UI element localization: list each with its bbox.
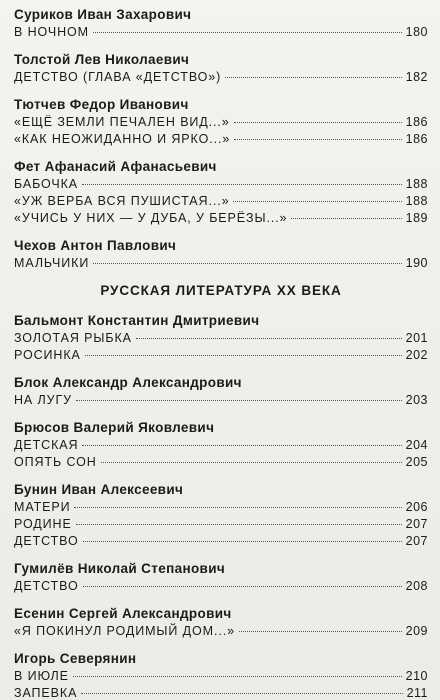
page-number: 204: [405, 438, 428, 452]
entry-title: В НОЧНОМ: [14, 25, 89, 39]
toc-entry: [14, 131, 428, 148]
entry-title: ДЕТСКАЯ: [14, 438, 79, 452]
page-number: 190: [405, 256, 428, 270]
page-number: 201: [405, 331, 428, 345]
dot-leader: [81, 693, 402, 694]
page-number: 209: [405, 624, 428, 638]
dot-leader: [101, 462, 402, 463]
entry-title: «КАК НЕОЖИДАННО И ЯРКО...»: [14, 132, 231, 146]
page-number: 188: [405, 177, 428, 191]
author-block: [14, 374, 428, 409]
entry-title: «УЧИСЬ У НИХ — У ДУБА, У БЕРЁЗЫ...»: [14, 211, 288, 225]
toc-entry: [14, 210, 428, 227]
author-block: [14, 650, 428, 700]
author-block: [14, 96, 428, 148]
author-name: Есенин Сергей Александрович: [14, 606, 232, 621]
entry-title: БАБОЧКА: [14, 177, 79, 191]
entry-title: «ЕЩЁ ЗЕМЛИ ПЕЧАЛЕН ВИД...»: [14, 115, 230, 129]
author-block: [14, 51, 428, 86]
author-name: Бальмонт Константин Дмитриевич: [14, 313, 260, 328]
author-name: Чехов Антон Павлович: [14, 238, 177, 253]
author-name: Суриков Иван Захарович: [14, 7, 192, 22]
toc-entry: [14, 533, 428, 550]
author-block: [14, 419, 428, 471]
page-number: 182: [405, 70, 428, 84]
entry-title: ОПЯТЬ СОН: [14, 455, 97, 469]
dot-leader: [76, 400, 402, 401]
dot-leader: [83, 541, 402, 542]
page-number: 189: [405, 211, 428, 225]
toc-entry: [14, 499, 428, 516]
page-number: 206: [405, 500, 428, 514]
author-block: [14, 158, 428, 227]
entry-title: МАЛЬЧИКИ: [14, 256, 90, 270]
toc-group-before: [14, 6, 428, 272]
author-name: Толстой Лев Николаевич: [14, 52, 190, 67]
entry-title: РОДИНЕ: [14, 517, 72, 531]
entry-title: ДЕТСТВО: [14, 579, 79, 593]
table-of-contents: [14, 6, 428, 700]
toc-entry: [14, 69, 428, 86]
entry-title: МАТЕРИ: [14, 500, 71, 514]
toc-entry: [14, 578, 428, 595]
entry-title: НА ЛУГУ: [14, 393, 72, 407]
dot-leader: [136, 338, 402, 339]
toc-entry: [14, 176, 428, 193]
dot-leader: [83, 586, 402, 587]
dot-leader: [93, 263, 401, 264]
dot-leader: [233, 201, 401, 202]
section-heading: РУССКАЯ ЛИТЕРАТУРА XX ВЕКА: [100, 283, 342, 298]
dot-leader: [76, 524, 402, 525]
author-block: [14, 237, 428, 272]
toc-entry: [14, 392, 428, 409]
author-block: [14, 312, 428, 364]
toc-entry: [14, 454, 428, 471]
author-name: Бунин Иван Алексеевич: [14, 482, 184, 497]
author-block: [14, 481, 428, 550]
toc-entry: [14, 516, 428, 533]
dot-leader: [73, 676, 402, 677]
author-name: Игорь Северянин: [14, 651, 137, 666]
entry-title: РОСИНКА: [14, 348, 81, 362]
toc-entry: [14, 685, 428, 700]
page-number: 186: [405, 115, 428, 129]
page-number: 211: [406, 686, 428, 700]
page-number: 210: [405, 669, 428, 683]
entry-title: ДЕТСТВО (ГЛАВА «ДЕТСТВО»): [14, 70, 222, 84]
toc-entry: [14, 255, 428, 272]
dot-leader: [225, 77, 401, 78]
toc-entry: [14, 24, 428, 41]
author-block: [14, 605, 428, 640]
dot-leader: [234, 122, 402, 123]
author-name: Блок Александр Александрович: [14, 375, 242, 390]
entry-title: «УЖ ВЕРБА ВСЯ ПУШИСТАЯ...»: [14, 194, 230, 208]
toc-entry: [14, 623, 428, 640]
dot-leader: [82, 445, 401, 446]
author-block: [14, 560, 428, 595]
page-number: 203: [405, 393, 428, 407]
page-number: 202: [405, 348, 428, 362]
page-number: 180: [405, 25, 428, 39]
entry-title: ЗАПЕВКА: [14, 686, 78, 700]
page-number: 188: [405, 194, 428, 208]
entry-title: В ИЮЛЕ: [14, 669, 69, 683]
toc-entry: [14, 193, 428, 210]
dot-leader: [93, 32, 402, 33]
toc-entry: [14, 330, 428, 347]
dot-leader: [234, 139, 401, 140]
author-name: Гумилёв Николай Степанович: [14, 561, 226, 576]
dot-leader: [85, 355, 402, 356]
page-number: 186: [405, 132, 428, 146]
dot-leader: [291, 218, 401, 219]
page-number: 205: [405, 455, 428, 469]
toc-entry: [14, 437, 428, 454]
author-name: Тютчев Федор Иванович: [14, 97, 189, 112]
toc-entry: [14, 114, 428, 131]
dot-leader: [82, 184, 402, 185]
entry-title: ЗОЛОТАЯ РЫБКА: [14, 331, 132, 345]
author-block: [14, 6, 428, 41]
entry-title: «Я ПОКИНУЛ РОДИМЫЙ ДОМ...»: [14, 624, 235, 638]
author-name: Фет Афанасий Афанасьевич: [14, 159, 217, 174]
page-number: 207: [405, 534, 428, 548]
toc-entry: [14, 668, 428, 685]
author-name: Брюсов Валерий Яковлевич: [14, 420, 215, 435]
dot-leader: [74, 507, 401, 508]
dot-leader: [239, 631, 402, 632]
entry-title: ДЕТСТВО: [14, 534, 79, 548]
page-number: 207: [405, 517, 428, 531]
toc-entry: [14, 347, 428, 364]
toc-group-after: [14, 312, 428, 700]
page-number: 208: [405, 579, 428, 593]
